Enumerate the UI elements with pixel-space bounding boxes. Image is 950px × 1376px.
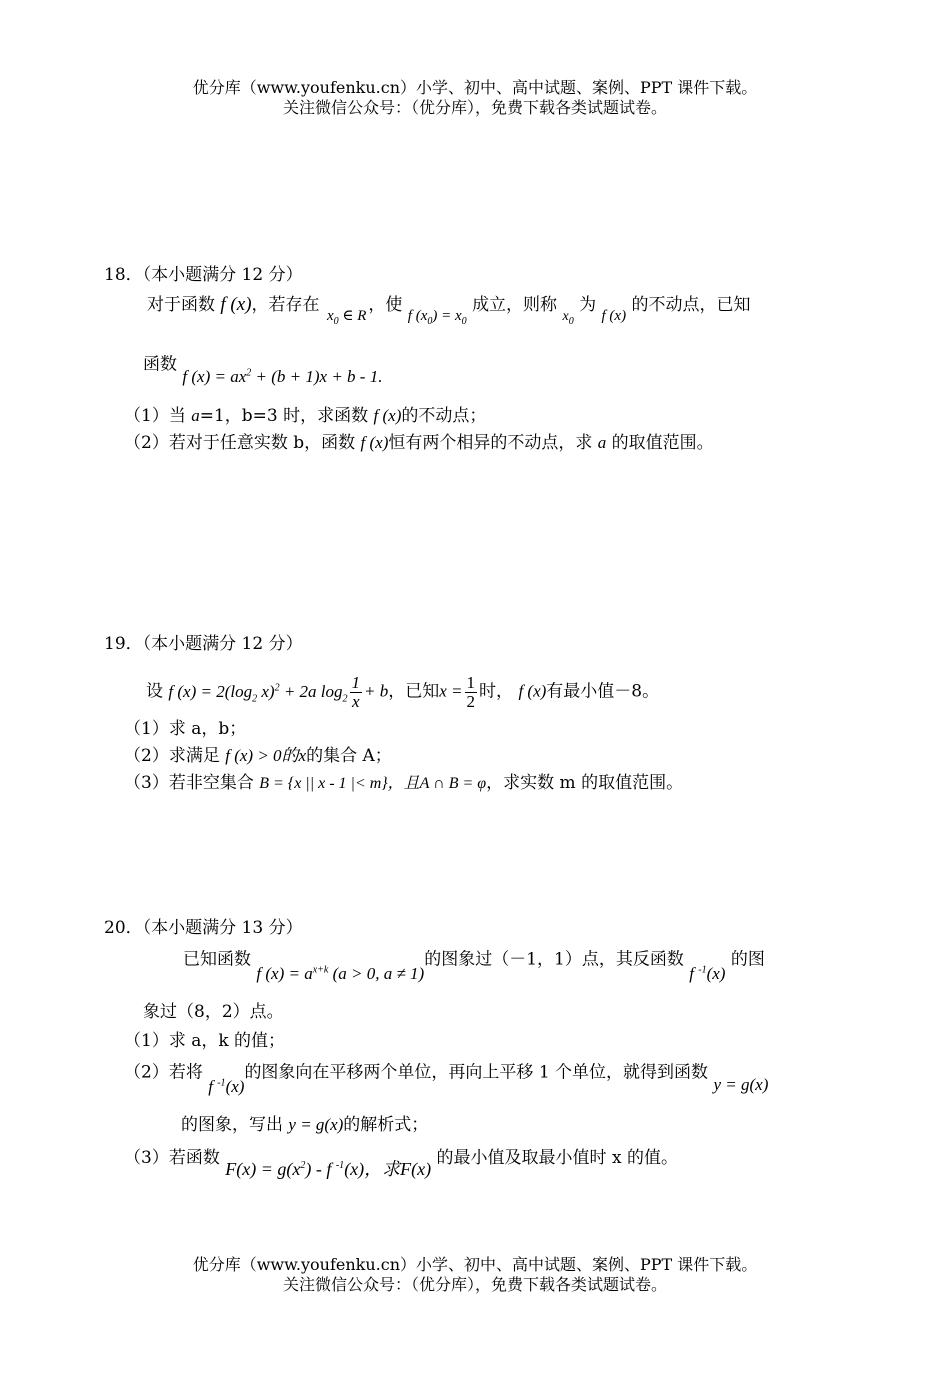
q20-math-inverse-2: f $^{-1}$(x) <box>208 1076 245 1096</box>
q20-stem-line-2: 象过（8，2）点。 <box>143 1002 284 1022</box>
q18-math-function-def: f $(x) = ax^2 + (b + 1)x + b - 1$. <box>182 366 383 386</box>
q20-part-2-line-2: 的图象，写出 y = g(x)的解析式； <box>181 1115 429 1135</box>
q20-part-2-line-1: （2）若将 f $^{-1}$(x)的图象向在平移两个单位，再向上平移 1 个单位，就得到函数 y = g(x) <box>124 1062 769 1096</box>
q20-math-inverse: f $^{-1}$(x) <box>689 963 726 983</box>
q18-math-fx: f (x) <box>220 294 252 315</box>
q19-stem: 设 f $(x) = 2(\log_2$ x)$^2$ + 2a $\log_2$ $\frac{1}{x}$ + b，已知x = $\frac{1}{2}$ 时， f (x)有最小值－8。 <box>146 672 660 711</box>
q20-math-y-eq-gx: y = g(x) <box>713 1074 769 1094</box>
q19-math-x-eq-half: x = <box>439 681 463 701</box>
q18-title: 18．（本小题满分 12 分） <box>104 265 303 285</box>
q19-part-1: （1）求 a，b； <box>124 719 247 739</box>
q18-part-2: （2）若对于任意实数 b，函数 f (x)恒有两个相异的不动点，求 a 的取值范围。 <box>124 433 714 453</box>
q20-title: 20．（本小题满分 13 分） <box>104 918 303 938</box>
q19-math-function-def: f $(x) = 2(\log_2$ x)$^2$ + 2a $\log_2$ <box>168 681 348 705</box>
q20-math-function-def: f $(x) = a^{x+k}$ (a > 0, a ≠ 1) <box>256 963 425 983</box>
q18-math-fx0-eq-x0: f $(x_0) = x_0$ <box>407 308 467 327</box>
q19-math-set-b: B = {x || x - 1 |< m}，且A ∩ B = φ <box>259 775 487 792</box>
q19-math-frac-1-over-x: $\frac{1}{x}$ <box>351 672 361 711</box>
q19-part-2: （2）求满足 f (x) > 0的x的集合 A； <box>124 746 392 766</box>
q19-math-fx: f (x) <box>518 681 547 701</box>
q19-math-frac-1-over-2: $\frac{1}{2}$ <box>466 672 476 711</box>
q19-math-fx-gt-0: f (x) > 0的x <box>225 746 307 765</box>
header-line-2: 关注微信公众号：（优分库），免费下载各类试题试卷。 <box>282 98 667 117</box>
q20-part-3: （3）若函数 $F(x) = g(x^2) - f$ $^{-1}$(x)，求F(x) 的最小值及取最小值时 x 的值。 <box>124 1148 678 1179</box>
q20-math-y-eq-gx-2: y = g(x) <box>288 1115 344 1134</box>
q18-math-x0: x0 <box>562 309 574 327</box>
q19-title: 19．（本小题满分 12 分） <box>104 634 303 654</box>
q18-stem-line-1: 对于函数 f (x)，若存在 $x_0$ ∈ R，使 f $(x_0) = x_0$ 成立，则称 $_{x_0}$ 为 f (x) 的不动点，已知 <box>147 294 751 327</box>
q18-math-x0-in-r: $x_0$ ∈ R <box>326 308 367 327</box>
header-line-1: 优分库（www.youfenku.cn）小学、初中、高中试题、案例、PPT 课件下载。 <box>192 78 758 97</box>
q20-math-Fx-def: $F(x) = g(x^2) - f$ $^{-1}$(x)，求F(x) <box>225 1159 432 1179</box>
q20-part-1: （1）求 a，k 的值； <box>124 1031 286 1051</box>
footer-line-1: 优分库（www.youfenku.cn）小学、初中、高中试题、案例、PPT 课件下载。 <box>192 1255 758 1274</box>
q18-math-fx-3: f (x) <box>373 406 402 425</box>
q18-part-1: （1）当 a=1，b=3 时，求函数 f (x)的不动点； <box>124 406 487 426</box>
q18-math-fx-2: f (x) <box>601 308 627 324</box>
q18-math-fx-4: f (x) <box>360 433 389 452</box>
q19-part-3: （3）若非空集合 B = {x || x - 1 |< m}，且A ∩ B = φ，求实数 m 的取值范围。 <box>124 773 684 793</box>
q18-stem-line-2: 函数 f $(x) = ax^2 + (b + 1)x + b - 1$. <box>143 354 383 386</box>
footer-line-2: 关注微信公众号：（优分库），免费下载各类试题试卷。 <box>282 1275 667 1294</box>
q20-stem-line-1: 已知函数 f $(x) = a^{x+k}$ (a > 0, a ≠ 1)的图象过（－1，1）点，其反函数 f $^{-1}$(x) 的图 <box>183 949 765 983</box>
